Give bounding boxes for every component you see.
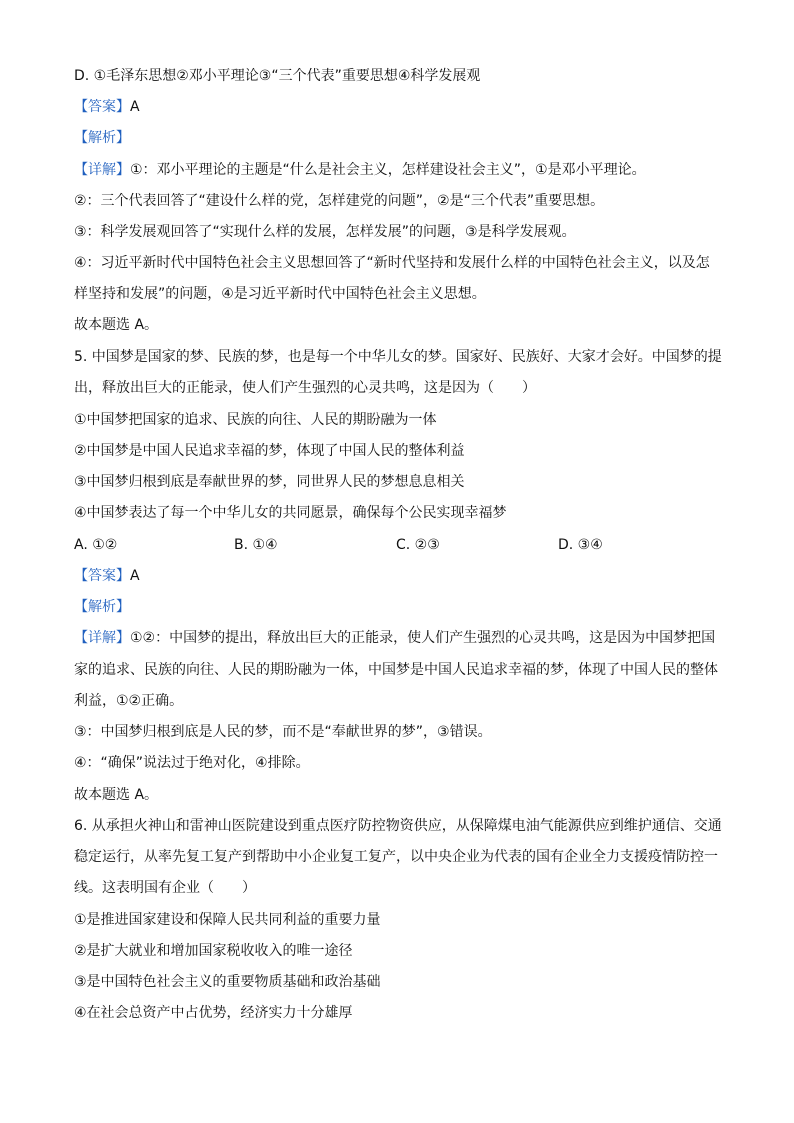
answer-value: A xyxy=(130,568,140,584)
answer-value: A xyxy=(130,99,140,115)
q6-statement: ④在社会总资产中占优势，经济实力十分雄厚 xyxy=(74,1005,353,1021)
answer-tag: 【答案】 xyxy=(74,568,130,584)
detail-text: ①：邓小平理论的主题是“什么是社会主义，怎样建设社会主义”，①是邓小平理论。 xyxy=(130,162,646,178)
option-d[interactable]: D. ③④ xyxy=(558,537,603,553)
q6-stem-line: 6. 从承担火神山和雷神山医院建设到重点医疗防控物资供应，从保障煤电油气能源供应到维护通信、交通 xyxy=(74,818,722,834)
analysis-tag: 【解析】 xyxy=(74,130,130,146)
q5-options xyxy=(74,535,720,555)
q4-detail-line: ③：科学发展观回答了“实现什么样的发展，怎样发展”的问题，③是科学发展观。 xyxy=(74,224,576,240)
q4-conclusion: 故本题选 A。 xyxy=(74,317,159,333)
answer-tag: 【答案】 xyxy=(74,99,130,115)
q5-detail-line: ④：“确保”说法过于绝对化，④排除。 xyxy=(74,755,310,771)
q4-detail-line: ②：三个代表回答了“建设什么样的党，怎样建党的问题”，②是“三个代表”重要思想。 xyxy=(74,193,605,209)
analysis-tag: 【解析】 xyxy=(74,599,130,615)
q5-detail-line: ③：中国梦归根到底是人民的梦，而不是“奉献世界的梦”，③错误。 xyxy=(74,724,492,740)
q5-detail-line xyxy=(74,628,715,648)
detail-tag: 【详解】 xyxy=(74,630,130,646)
q5-stem-line: 5. 中国梦是国家的梦、民族的梦，也是每一个中华儿女的梦。国家好、民族好、大家才会好。中国梦的提 xyxy=(74,349,722,365)
q4-answer-line xyxy=(74,97,140,117)
detail-tag: 【详解】 xyxy=(74,162,130,178)
q5-answer-line xyxy=(74,566,140,586)
q5-stem-line: 出，释放出巨大的正能录，使人们产生强烈的心灵共鸣，这是因为（ ） xyxy=(74,380,536,396)
q6-statement: ③是中国特色社会主义的重要物质基础和政治基础 xyxy=(74,974,381,990)
q6-statement: ①是推进国家建设和保障人民共同利益的重要力量 xyxy=(74,912,381,928)
q4-detail-line: 样坚持和发展”的问题，④是习近平新时代中国特色社会主义思想。 xyxy=(74,286,486,302)
option-b[interactable]: B. ①④ xyxy=(234,537,278,553)
option-c[interactable]: C. ②③ xyxy=(396,537,440,553)
detail-text: ①②：中国梦的提出，释放出巨大的正能录，使人们产生强烈的心灵共鸣，这是因为中国梦把国 xyxy=(130,630,716,646)
q5-statement: ④中国梦表达了每一个中华儿女的共同愿景，确保每个公民实现幸福梦 xyxy=(74,505,507,521)
q5-statement: ①中国梦把国家的追求、民族的向往、人民的期盼融为一体 xyxy=(74,412,437,428)
q5-statement: ②中国梦是中国人民追求幸福的梦，体现了中国人民的整体利益 xyxy=(74,443,465,459)
option-a[interactable]: A. ①② xyxy=(74,537,118,553)
q5-conclusion: 故本题选 A。 xyxy=(74,787,159,803)
q4-detail-line: ④：习近平新时代中国特色社会主义思想回答了“新时代坚持和发展什么样的中国特色社会主义，以及怎 xyxy=(74,255,710,271)
q5-detail-line: 利益，①②正确。 xyxy=(74,693,184,709)
q6-stem-line: 稳定运行，从率先复工复产到帮助中小企业复工复产，以中央企业为代表的国有企业全力支援疫情防控一 xyxy=(74,849,718,865)
q6-statement: ②是扩大就业和增加国家税收收入的唯一途径 xyxy=(74,943,353,959)
q5-statement: ③中国梦归根到底是奉献世界的梦，同世界人民的梦想息息相关 xyxy=(74,474,465,490)
q6-stem-line: 线。这表明国有企业（ ） xyxy=(74,880,256,896)
q5-detail-line: 家的追求、民族的向往、人民的期盼融为一体，中国梦是中国人民追求幸福的梦，体现了中国人民的整体 xyxy=(74,662,718,678)
q4-detail-line xyxy=(74,160,646,180)
q4-option-d: D. ①毛泽东思想②邓小平理论③“三个代表”重要思想④科学发展观 xyxy=(74,68,481,84)
